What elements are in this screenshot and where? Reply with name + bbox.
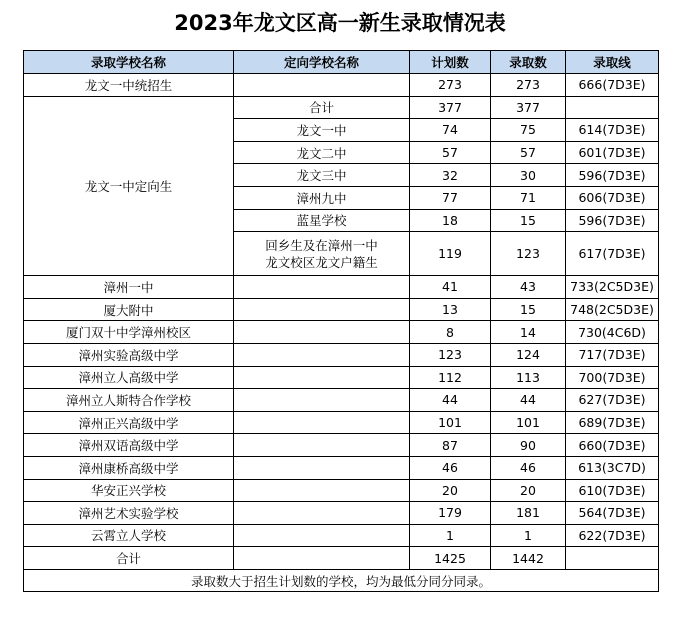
directed-name-line1: 回乡生及在漳州一中	[265, 237, 378, 253]
table-row	[24, 74, 659, 97]
directed-name	[234, 276, 410, 299]
header-school: 录取学校名称	[24, 51, 234, 74]
admission-table	[23, 50, 659, 592]
admitted-count: 101	[491, 411, 566, 434]
total-label: 合计	[24, 547, 234, 570]
table-row	[24, 96, 659, 119]
admitted-count: 124	[491, 343, 566, 366]
table-row	[24, 411, 659, 434]
header-plan: 计划数	[410, 51, 491, 74]
directed-name	[234, 456, 410, 479]
admitted-count: 46	[491, 456, 566, 479]
directed-name	[234, 343, 410, 366]
plan-count: 20	[410, 479, 491, 502]
school-name: 厦门双十中学漳州校区	[24, 321, 234, 344]
total-plan: 1425	[410, 547, 491, 570]
plan-count: 87	[410, 434, 491, 457]
directed-name	[234, 434, 410, 457]
directed-name: 龙文一中	[234, 119, 410, 142]
school-name: 华安正兴学校	[24, 479, 234, 502]
school-name: 漳州艺术实验学校	[24, 502, 234, 525]
admitted-count: 30	[491, 164, 566, 187]
table-row	[24, 343, 659, 366]
cutoff-score: 617(7D3E)	[566, 232, 659, 276]
cutoff-score: 733(2C5D3E)	[566, 276, 659, 299]
directed-name: 漳州九中	[234, 186, 410, 209]
plan-count: 1	[410, 524, 491, 547]
cutoff-score: 717(7D3E)	[566, 343, 659, 366]
admitted-count: 123	[491, 232, 566, 276]
plan-count: 46	[410, 456, 491, 479]
table-row	[24, 502, 659, 525]
cutoff-score: 730(4C6D)	[566, 321, 659, 344]
cutoff-score: 564(7D3E)	[566, 502, 659, 525]
directed-name: 蓝星学校	[234, 209, 410, 232]
plan-count: 41	[410, 276, 491, 299]
school-name: 云霄立人学校	[24, 524, 234, 547]
cutoff-score: 613(3C7D)	[566, 456, 659, 479]
plan-count: 179	[410, 502, 491, 525]
plan-count: 77	[410, 186, 491, 209]
school-name: 漳州康桥高级中学	[24, 456, 234, 479]
admitted-count: 44	[491, 389, 566, 412]
admitted-count: 15	[491, 209, 566, 232]
admitted-count: 20	[491, 479, 566, 502]
school-name: 漳州正兴高级中学	[24, 411, 234, 434]
cutoff-score: 627(7D3E)	[566, 389, 659, 412]
directed-name	[234, 524, 410, 547]
note-row	[24, 569, 659, 592]
school-name: 漳州双语高级中学	[24, 434, 234, 457]
school-name: 漳州立人斯特合作学校	[24, 389, 234, 412]
table-row	[24, 276, 659, 299]
school-name: 龙文一中统招生	[24, 74, 234, 97]
table-row	[24, 298, 659, 321]
admitted-count: 14	[491, 321, 566, 344]
plan-count: 57	[410, 141, 491, 164]
admitted-count: 57	[491, 141, 566, 164]
page-title: 2023年龙文区高一新生录取情况表	[174, 11, 506, 35]
plan-count: 18	[410, 209, 491, 232]
table-row	[24, 321, 659, 344]
cutoff-score: 689(7D3E)	[566, 411, 659, 434]
cutoff-score: 596(7D3E)	[566, 164, 659, 187]
cutoff-score: 610(7D3E)	[566, 479, 659, 502]
directed-name: 龙文二中	[234, 141, 410, 164]
directed-name	[234, 232, 410, 276]
cutoff-score: 601(7D3E)	[566, 141, 659, 164]
plan-count: 101	[410, 411, 491, 434]
cutoff-score: 660(7D3E)	[566, 434, 659, 457]
school-name: 漳州一中	[24, 276, 234, 299]
directed-name	[234, 366, 410, 389]
header-directed: 定向学校名称	[234, 51, 410, 74]
admitted-count: 273	[491, 74, 566, 97]
table-row	[24, 434, 659, 457]
directed-name	[234, 389, 410, 412]
admitted-count: 181	[491, 502, 566, 525]
cutoff-score: 596(7D3E)	[566, 209, 659, 232]
admitted-count: 15	[491, 298, 566, 321]
plan-count: 8	[410, 321, 491, 344]
cutoff-score: 614(7D3E)	[566, 119, 659, 142]
plan-count: 44	[410, 389, 491, 412]
plan-count: 123	[410, 343, 491, 366]
plan-count: 112	[410, 366, 491, 389]
school-name: 厦大附中	[24, 298, 234, 321]
plan-count: 74	[410, 119, 491, 142]
header-cutoff: 录取线	[566, 51, 659, 74]
directed-name-line2: 龙文校区龙文户籍生	[265, 254, 378, 270]
table-row	[24, 479, 659, 502]
directed-name	[234, 411, 410, 434]
cutoff-score: 700(7D3E)	[566, 366, 659, 389]
cutoff-score: 666(7D3E)	[566, 74, 659, 97]
school-name: 漳州实验高级中学	[24, 343, 234, 366]
directed-name: 合计	[234, 96, 410, 119]
plan-count: 13	[410, 298, 491, 321]
directed-name: 龙文三中	[234, 164, 410, 187]
school-name: 龙文一中定向生	[24, 96, 234, 276]
directed-name	[234, 74, 410, 97]
admitted-count: 43	[491, 276, 566, 299]
directed-name	[234, 502, 410, 525]
directed-name	[234, 298, 410, 321]
directed-name	[234, 321, 410, 344]
table-row	[24, 456, 659, 479]
plan-count: 119	[410, 232, 491, 276]
admitted-count: 75	[491, 119, 566, 142]
directed-name	[234, 547, 410, 570]
table-row	[24, 389, 659, 412]
cutoff-score: 748(2C5D3E)	[566, 298, 659, 321]
footnote: 录取数大于招生计划数的学校，均为最低分同分同录。	[24, 569, 659, 592]
admitted-count: 1	[491, 524, 566, 547]
admitted-count: 71	[491, 186, 566, 209]
table-row	[24, 524, 659, 547]
cutoff-score	[566, 547, 659, 570]
table-row	[24, 366, 659, 389]
total-row	[24, 547, 659, 570]
plan-count: 273	[410, 74, 491, 97]
directed-name	[234, 479, 410, 502]
cutoff-score	[566, 96, 659, 119]
admitted-count: 377	[491, 96, 566, 119]
school-name: 漳州立人高级中学	[24, 366, 234, 389]
admitted-count: 90	[491, 434, 566, 457]
plan-count: 377	[410, 96, 491, 119]
plan-count: 32	[410, 164, 491, 187]
header-row	[24, 51, 659, 74]
header-admitted: 录取数	[491, 51, 566, 74]
cutoff-score: 606(7D3E)	[566, 186, 659, 209]
admitted-count: 113	[491, 366, 566, 389]
total-admitted: 1442	[491, 547, 566, 570]
cutoff-score: 622(7D3E)	[566, 524, 659, 547]
